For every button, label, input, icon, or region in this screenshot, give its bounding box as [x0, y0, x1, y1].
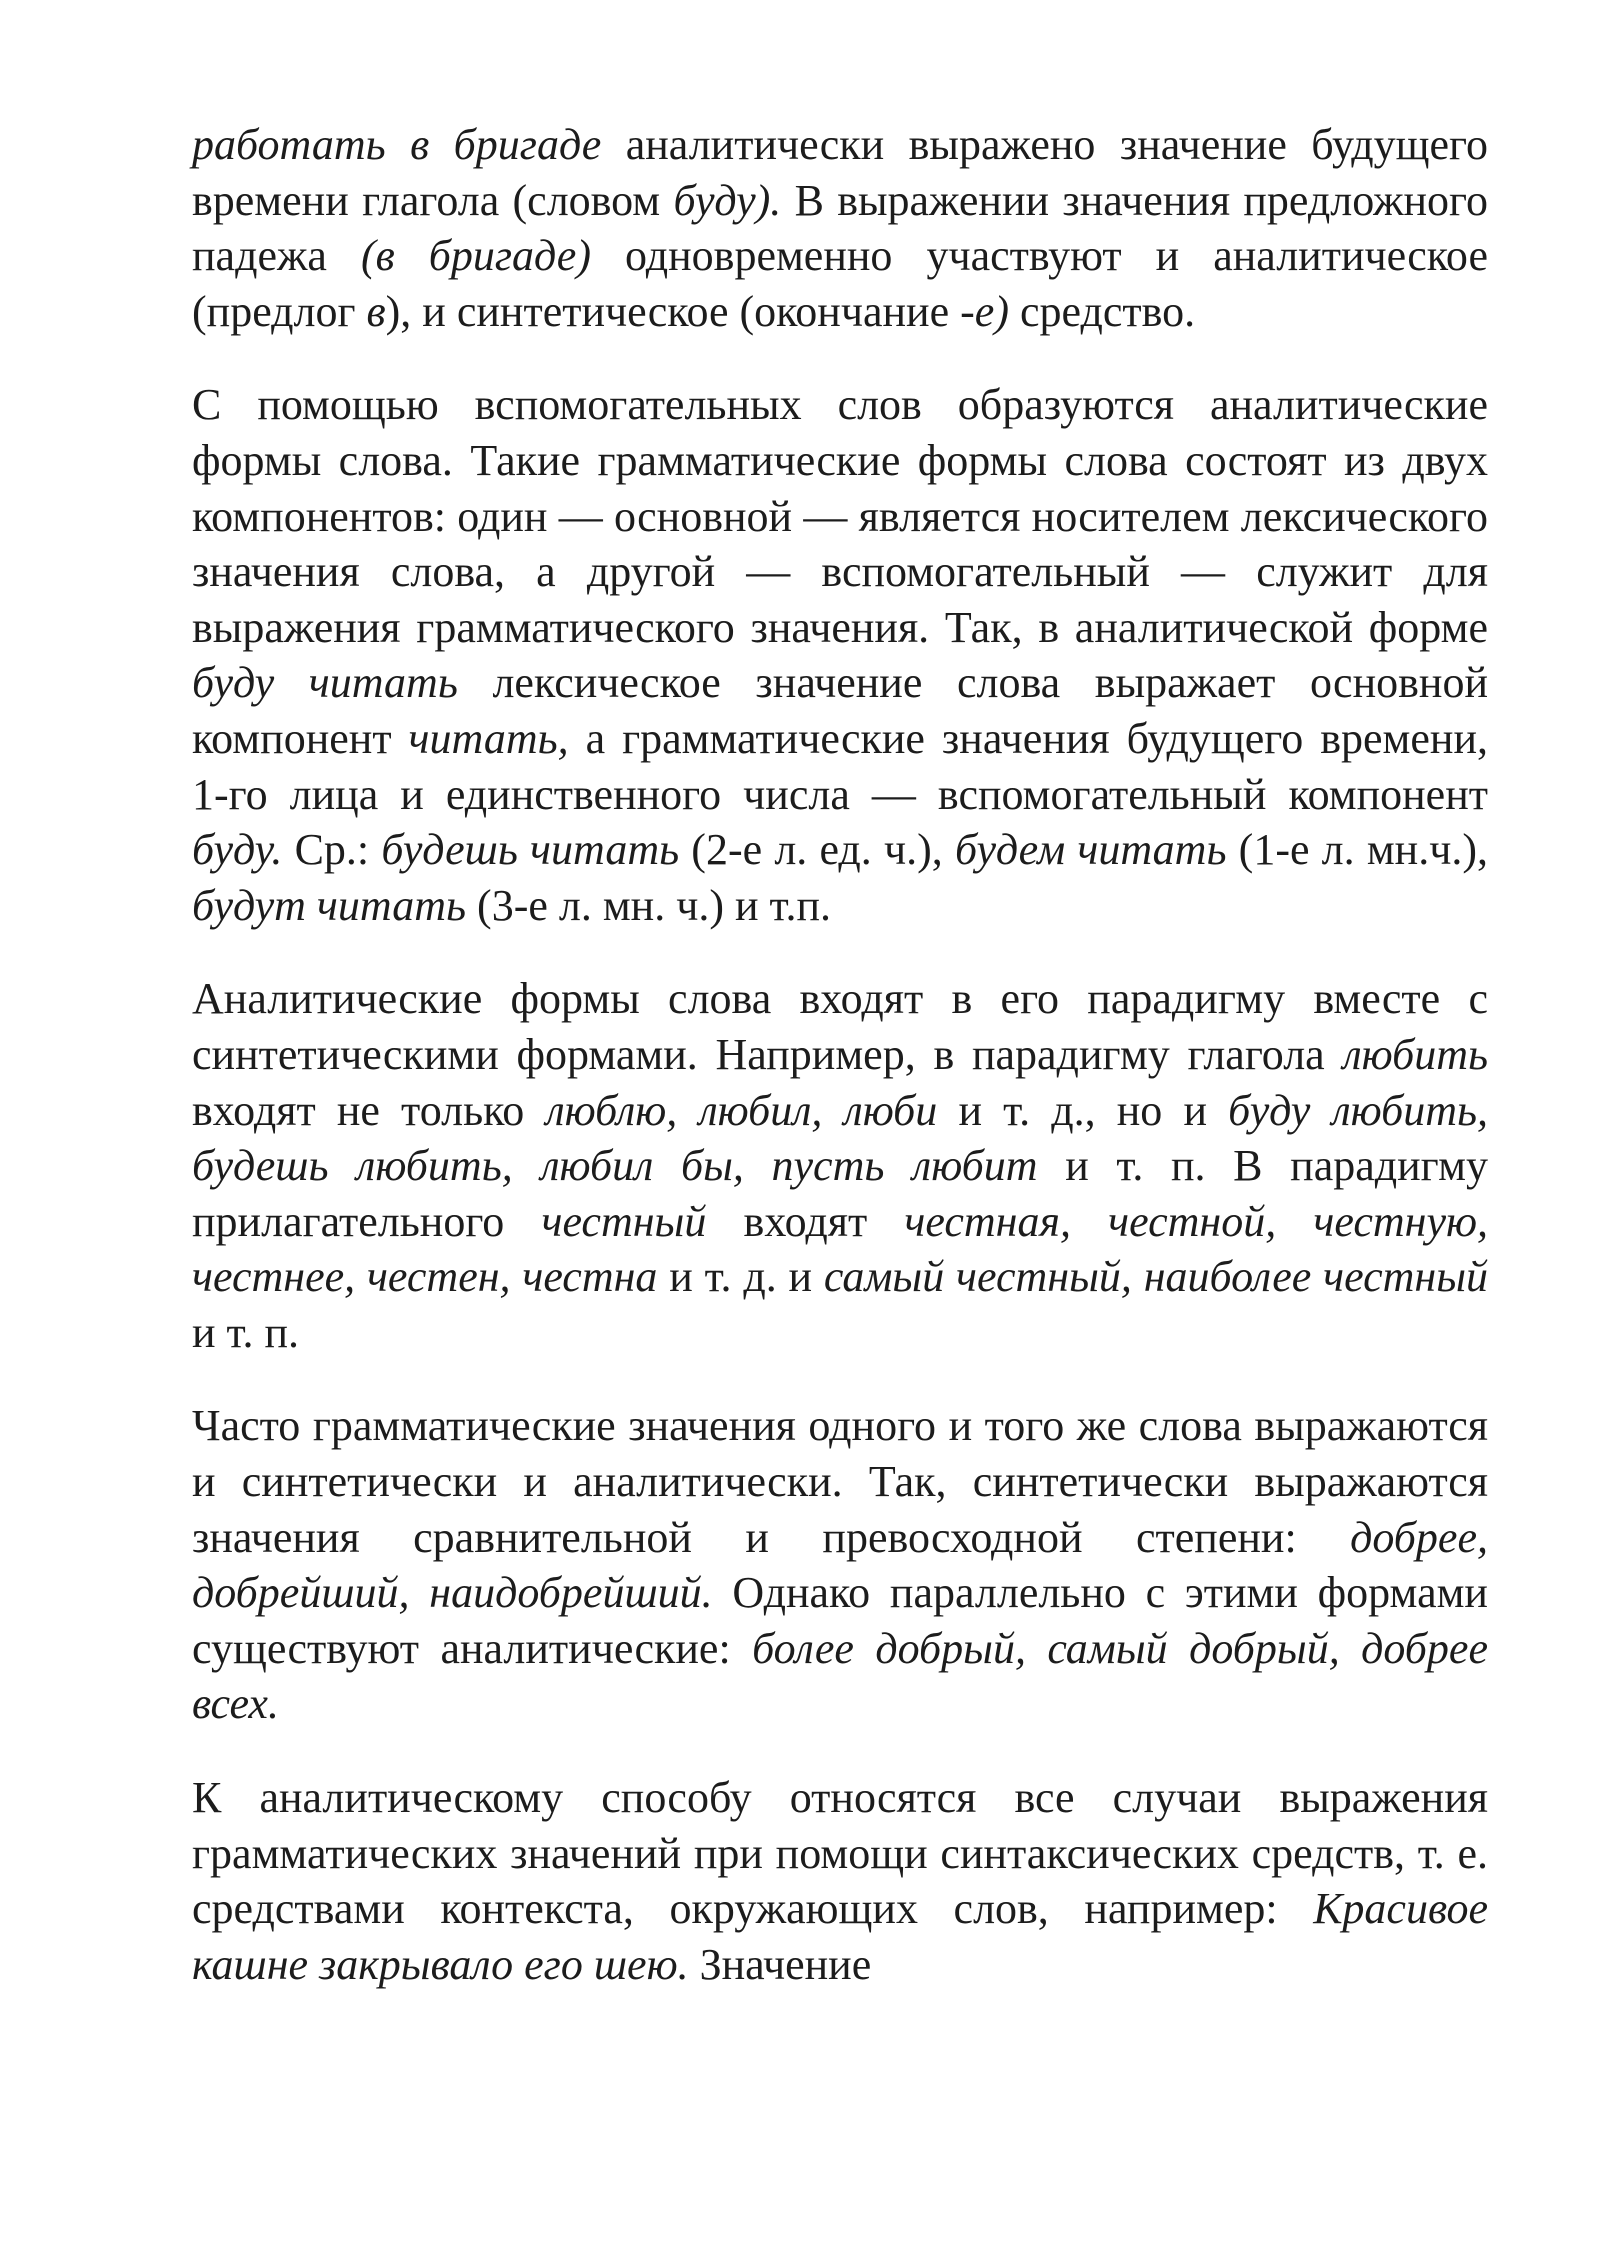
paragraph-3 — [192, 971, 1488, 1360]
body-text: К аналитическому способу относятся все случаи выражения грамматических значений при помощи синтаксических средств, т. е. средствами контекста, окружающих слов, например: — [192, 1773, 1488, 1934]
body-text: и т. п. В парадигму прилагательного — [192, 1141, 1488, 1246]
body-text: ), и синтетическое (окончание — [385, 286, 961, 336]
italic-text: читать, — [408, 713, 569, 763]
body-text: а грамматические значения будущего времени, 1-го лица и единственного числа — вспомогательный компонент — [192, 713, 1488, 819]
body-text: В выражении значения предложного падежа — [192, 175, 1488, 281]
paragraph-2 — [192, 377, 1488, 933]
paragraph-5 — [192, 1770, 1488, 1992]
italic-text: любить — [1342, 1029, 1488, 1079]
body-text: Часто грамматические значения одного и того же слова выражаются и синтетически и аналитически. Так, синтетически выражаются значения сравнительной и превосходной степени: — [192, 1401, 1488, 1562]
body-text: аналитически выражено значение будущего времени глагола (словом — [192, 120, 1488, 225]
body-text: средство. — [1008, 286, 1196, 336]
italic-text: буду). — [673, 175, 782, 225]
italic-text: будешь читать — [381, 825, 680, 875]
body-text: одновременно участвуют и аналитическое (предлог — [192, 231, 1488, 336]
italic-text: добрее, добрейший, наидобрейший. — [192, 1512, 1488, 1618]
body-text: Ср.: — [282, 825, 382, 875]
italic-text: честная, честной, честную, честнее, честен, честна — [192, 1196, 1489, 1302]
italic-text: самый честный, наиболее честный — [823, 1252, 1488, 1302]
italic-text: люблю, любил, люби — [545, 1085, 938, 1135]
paragraph-1 — [192, 117, 1488, 339]
body-text: лексическое значение слова выражает основной компонент — [192, 658, 1488, 763]
italic-text: (в бригаде) — [360, 231, 591, 281]
body-text: входят — [706, 1196, 905, 1246]
body-text: и т. д., но и — [937, 1085, 1229, 1135]
italic-text: Красивое кашне закрывало его шею. — [192, 1884, 1488, 1989]
italic-text: будем читать — [954, 825, 1227, 875]
italic-text: буду читать — [192, 658, 458, 708]
document-page — [192, 117, 1488, 1992]
body-text: (2-е л. ед. ч.), — [679, 825, 955, 875]
italic-text: более добрый, самый добрый, добрее всех. — [192, 1623, 1488, 1729]
body-text: Однако параллельно с этими формами существуют аналитические: — [192, 1568, 1488, 1673]
italic-text: буду. — [192, 825, 283, 875]
paragraph-4 — [192, 1398, 1488, 1732]
italic-text: будут читать — [192, 880, 467, 930]
body-text: входят не только — [192, 1085, 546, 1135]
italic-text: честный — [541, 1196, 707, 1246]
italic-text: буду любить, будешь любить, любил бы, пусть любит — [192, 1085, 1488, 1191]
body-text: (1-е л. мн.ч.), — [1226, 825, 1488, 875]
body-text: и т. д. и — [657, 1252, 824, 1302]
body-text: (3-е л. мн. ч.) и т.п. — [466, 880, 832, 930]
body-text: Аналитические формы слова входят в его парадигму вместе с синтетическими формами. Например, в парадигму глагола — [192, 974, 1488, 1079]
italic-text: -е) — [960, 286, 1009, 336]
italic-text: работать в бригаде — [192, 120, 602, 169]
italic-text: в — [366, 286, 386, 336]
body-text: С помощью вспомогательных слов образуются аналитические формы слова. Такие грамматические формы слова состоят из двух компонентов: один — основной — является носителем лексического значения слова, а другой — вспомогательный — служит для выражения грамматического значения. Так, в аналитической форме — [192, 380, 1488, 652]
body-text: Значение — [688, 1939, 872, 1989]
body-text: и т. п. — [192, 1307, 300, 1357]
